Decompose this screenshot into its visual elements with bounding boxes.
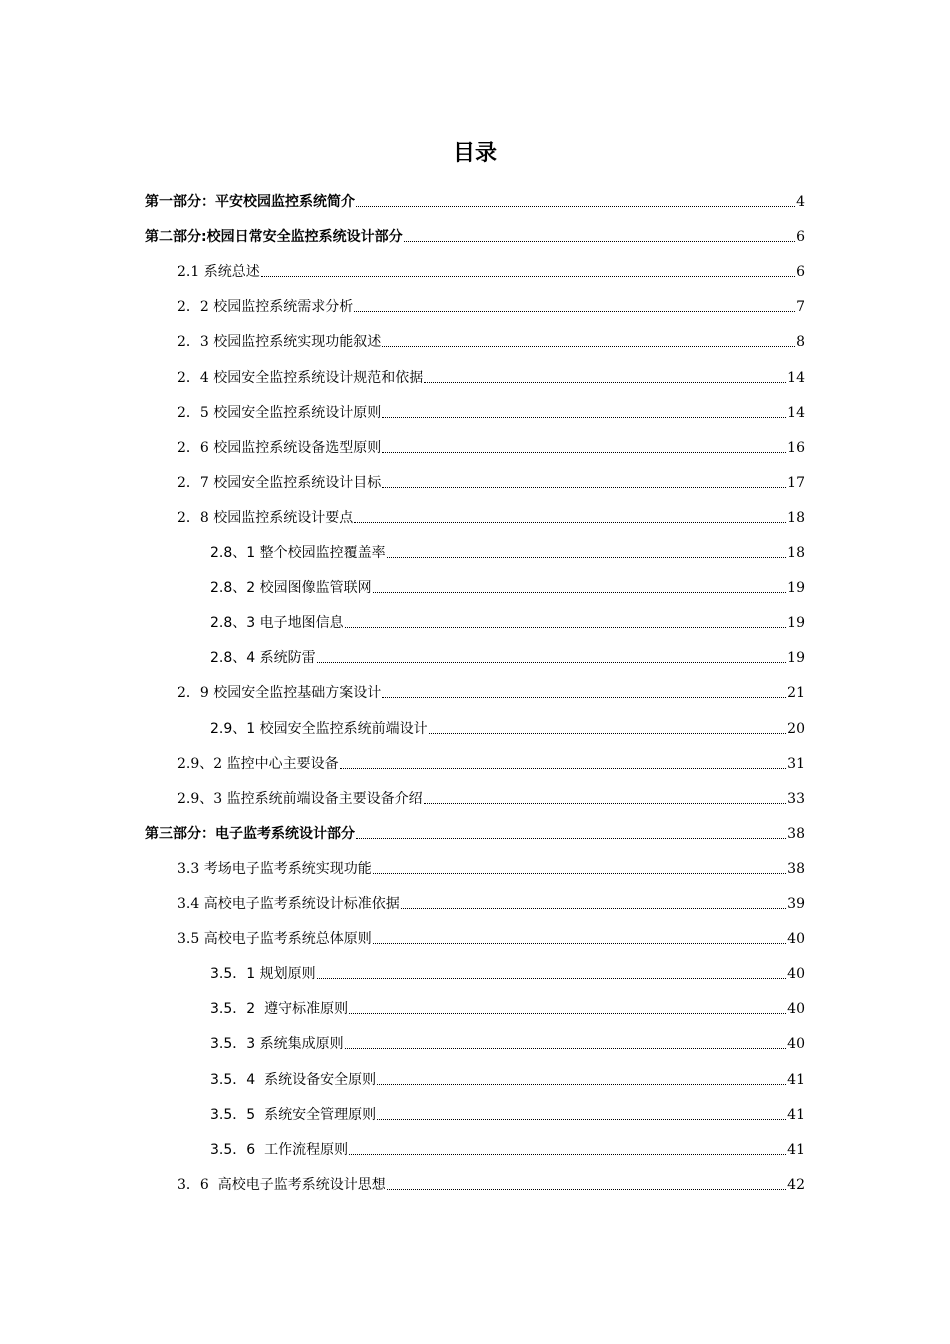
toc-entry-page-number: 41 [787, 1107, 805, 1123]
toc-entry-number: 第一部分： [145, 194, 215, 210]
dot-leader [404, 240, 795, 242]
toc-entry-title: 校园监控系统需求分析 [213, 299, 354, 315]
dot-leader [356, 837, 786, 839]
toc-entry-page-number: 16 [787, 440, 805, 456]
toc-entry-title: 校园安全监控系统设计目标 [213, 475, 382, 491]
toc-entry-title: 系统安全管理原则 [264, 1107, 377, 1123]
toc-entry-title: 监控中心主要设备 [226, 756, 339, 772]
toc-entry-page-number: 18 [787, 510, 805, 526]
dot-leader [424, 802, 787, 804]
toc-entry[interactable] [145, 224, 805, 246]
toc-entry-number: 3.5．2 [210, 1001, 265, 1017]
toc-entry[interactable] [210, 610, 805, 632]
toc-entry-title: 系统总述 [203, 264, 260, 280]
toc-entry[interactable] [177, 259, 805, 281]
toc-entry-number: 2．3 [177, 334, 214, 350]
dot-leader [354, 310, 795, 312]
toc-entry-page-number: 40 [787, 966, 805, 982]
dot-leader [387, 1188, 786, 1190]
toc-entry-page-number: 6 [796, 229, 805, 245]
dot-leader [382, 696, 786, 698]
toc-entry-page-number: 17 [787, 475, 805, 491]
dot-leader [356, 205, 795, 207]
toc-entry-title: 电子监考系统设计部分 [215, 826, 355, 842]
toc-entry-page-number: 7 [796, 299, 805, 315]
toc-entry[interactable] [210, 961, 805, 983]
dot-leader [261, 275, 795, 277]
toc-entry-page-number: 38 [787, 861, 805, 877]
toc-entry-title: 高校电子监考系统总体原则 [203, 931, 372, 947]
toc-entry-page-number: 38 [787, 826, 805, 842]
dot-leader [377, 1083, 786, 1085]
toc-entry[interactable] [210, 1031, 805, 1053]
toc-entry[interactable] [177, 294, 805, 316]
toc-entry-number: 2.8、3 [210, 615, 260, 631]
toc-entry-page-number: 41 [787, 1142, 805, 1158]
toc-entry-number: 3.5 [177, 931, 204, 947]
toc-entry-title: 考场电子监考系统实现功能 [203, 861, 372, 877]
toc-entry-number: 2．4 [177, 370, 214, 386]
toc-entry-page-number: 4 [796, 194, 805, 210]
toc-entry-number: 3.3 [177, 861, 204, 877]
toc-entry[interactable] [177, 926, 805, 948]
toc-entry[interactable] [177, 891, 805, 913]
dot-leader [345, 1047, 787, 1049]
toc-entry-number: 3.5．5 [210, 1107, 265, 1123]
toc-entry-number: 3.5．4 [210, 1072, 265, 1088]
toc-entry-title: 校园监控系统实现功能叙述 [213, 334, 382, 350]
toc-entry-title: 整个校园监控覆盖率 [259, 545, 386, 561]
toc-entry-number: 2．8 [177, 510, 214, 526]
toc-entry-page-number: 20 [787, 721, 805, 737]
toc-entry[interactable] [145, 821, 805, 843]
dot-leader [382, 451, 786, 453]
toc-entry-number: 2.8、2 [210, 580, 260, 596]
toc-entry-page-number: 8 [796, 334, 805, 350]
toc-entry-title: 校园监控系统设计要点 [213, 510, 354, 526]
dot-leader [429, 732, 787, 734]
toc-entry-number: 3．6 [177, 1177, 218, 1193]
toc-entry[interactable] [210, 645, 805, 667]
toc-entry-title: 遵守标准原则 [264, 1001, 349, 1017]
toc-entry[interactable] [177, 1172, 805, 1194]
dot-leader [424, 381, 786, 383]
toc-entry-page-number: 31 [787, 756, 805, 772]
toc-entry-page-number: 19 [787, 580, 805, 596]
toc-entry-page-number: 6 [796, 264, 805, 280]
toc-entry-title: 电子地图信息 [259, 615, 344, 631]
toc-entry-page-number: 14 [787, 405, 805, 421]
toc-entry-number: 2．2 [177, 299, 214, 315]
toc-entry-title: 校园安全监控基础方案设计 [213, 685, 382, 701]
toc-entry-number: 2．7 [177, 475, 214, 491]
dot-leader [373, 872, 786, 874]
toc-entry[interactable] [177, 435, 805, 457]
toc-entry-title: 系统设备安全原则 [264, 1072, 377, 1088]
toc-entry-page-number: 40 [787, 931, 805, 947]
toc-entry-number: 2．9 [177, 685, 214, 701]
toc-entry-page-number: 42 [787, 1177, 805, 1193]
toc-entry-number: 第三部分： [145, 826, 215, 842]
toc-entry-title: 校园监控系统设备选型原则 [213, 440, 382, 456]
toc-entry-number: 3.5．3 [210, 1036, 260, 1052]
dot-leader [317, 661, 787, 663]
dot-leader [373, 942, 786, 944]
toc-entry-page-number: 19 [787, 650, 805, 666]
dot-leader [401, 907, 786, 909]
toc-entry-page-number: 40 [787, 1036, 805, 1052]
dot-leader [382, 486, 786, 488]
dot-leader [340, 767, 787, 769]
toc-entry-title: 校园安全监控系统设计原则 [213, 405, 382, 421]
toc-entry-page-number: 41 [787, 1072, 805, 1088]
toc-entry[interactable] [145, 189, 805, 211]
dot-leader [382, 416, 786, 418]
toc-entry-number: 2.9、2 [177, 756, 227, 772]
toc-entry-page-number: 18 [787, 545, 805, 561]
toc-entry-number: 3.4 [177, 896, 204, 912]
toc-entry-number: 2.1 [177, 264, 204, 280]
toc-entry[interactable] [177, 329, 805, 351]
toc-entry-title: 校园图像监管联网 [259, 580, 372, 596]
toc-entry[interactable] [210, 1067, 805, 1089]
toc-entry[interactable] [210, 1137, 805, 1159]
dot-leader [349, 1012, 786, 1014]
toc-entry-number: 2.8、4 [210, 650, 260, 666]
toc-entry-page-number: 40 [787, 1001, 805, 1017]
toc-entry[interactable] [210, 716, 805, 738]
dot-leader [354, 521, 786, 523]
dot-leader [349, 1153, 786, 1155]
toc-entry-page-number: 21 [787, 685, 805, 701]
toc-entry-title: 高校电子监考系统设计标准依据 [203, 896, 400, 912]
toc-entry[interactable] [177, 365, 805, 387]
toc-entry-title: 校园日常安全监控系统设计部分 [206, 229, 403, 245]
toc-entry-title: 系统集成原则 [259, 1036, 344, 1052]
toc-entry-title: 高校电子监考系统设计思想 [217, 1177, 386, 1193]
toc-entry-title: 校园安全监控系统前端设计 [259, 721, 428, 737]
toc-entry-title: 监控系统前端设备主要设备介绍 [226, 791, 423, 807]
page-title: 目录 [452, 141, 497, 166]
toc-entry-page-number: 39 [787, 896, 805, 912]
toc-entry-title: 系统防雷 [259, 650, 316, 666]
toc-entry[interactable] [177, 751, 805, 773]
toc-entry[interactable] [210, 996, 805, 1018]
toc-entry-number: 2.8、1 [210, 545, 260, 561]
dot-leader [373, 591, 787, 593]
toc-entry-number: 2.9、3 [177, 791, 227, 807]
toc-entry[interactable] [177, 786, 805, 808]
toc-entry-page-number: 19 [787, 615, 805, 631]
toc-entry-page-number: 33 [787, 791, 805, 807]
toc-entry[interactable] [177, 505, 805, 527]
toc-entry-title: 规划原则 [259, 966, 316, 982]
toc-entry-number: 3.5．1 [210, 966, 260, 982]
dot-leader [382, 345, 795, 347]
dot-leader [387, 556, 787, 558]
dot-leader [345, 626, 787, 628]
toc-entry[interactable] [210, 575, 805, 597]
toc-entry[interactable] [210, 540, 805, 562]
toc-entry-title: 工作流程原则 [264, 1142, 349, 1158]
toc-entry-number: 2．5 [177, 405, 214, 421]
toc-entry-number: 2．6 [177, 440, 214, 456]
toc-entry-title: 校园安全监控系统设计规范和依据 [213, 370, 424, 386]
toc-entry[interactable] [177, 680, 805, 702]
toc-entry-number: 第二部分: [145, 229, 207, 245]
toc-entry-page-number: 14 [787, 370, 805, 386]
toc-entry[interactable] [177, 856, 805, 878]
dot-leader [317, 977, 787, 979]
toc-entry-number: 2.9、1 [210, 721, 260, 737]
toc-entry[interactable] [177, 400, 805, 422]
dot-leader [377, 1118, 786, 1120]
toc-entry-title: 平安校园监控系统简介 [215, 194, 355, 210]
toc-entry-number: 3.5．6 [210, 1142, 265, 1158]
toc-entry[interactable] [177, 470, 805, 492]
toc-entry[interactable] [210, 1102, 805, 1124]
